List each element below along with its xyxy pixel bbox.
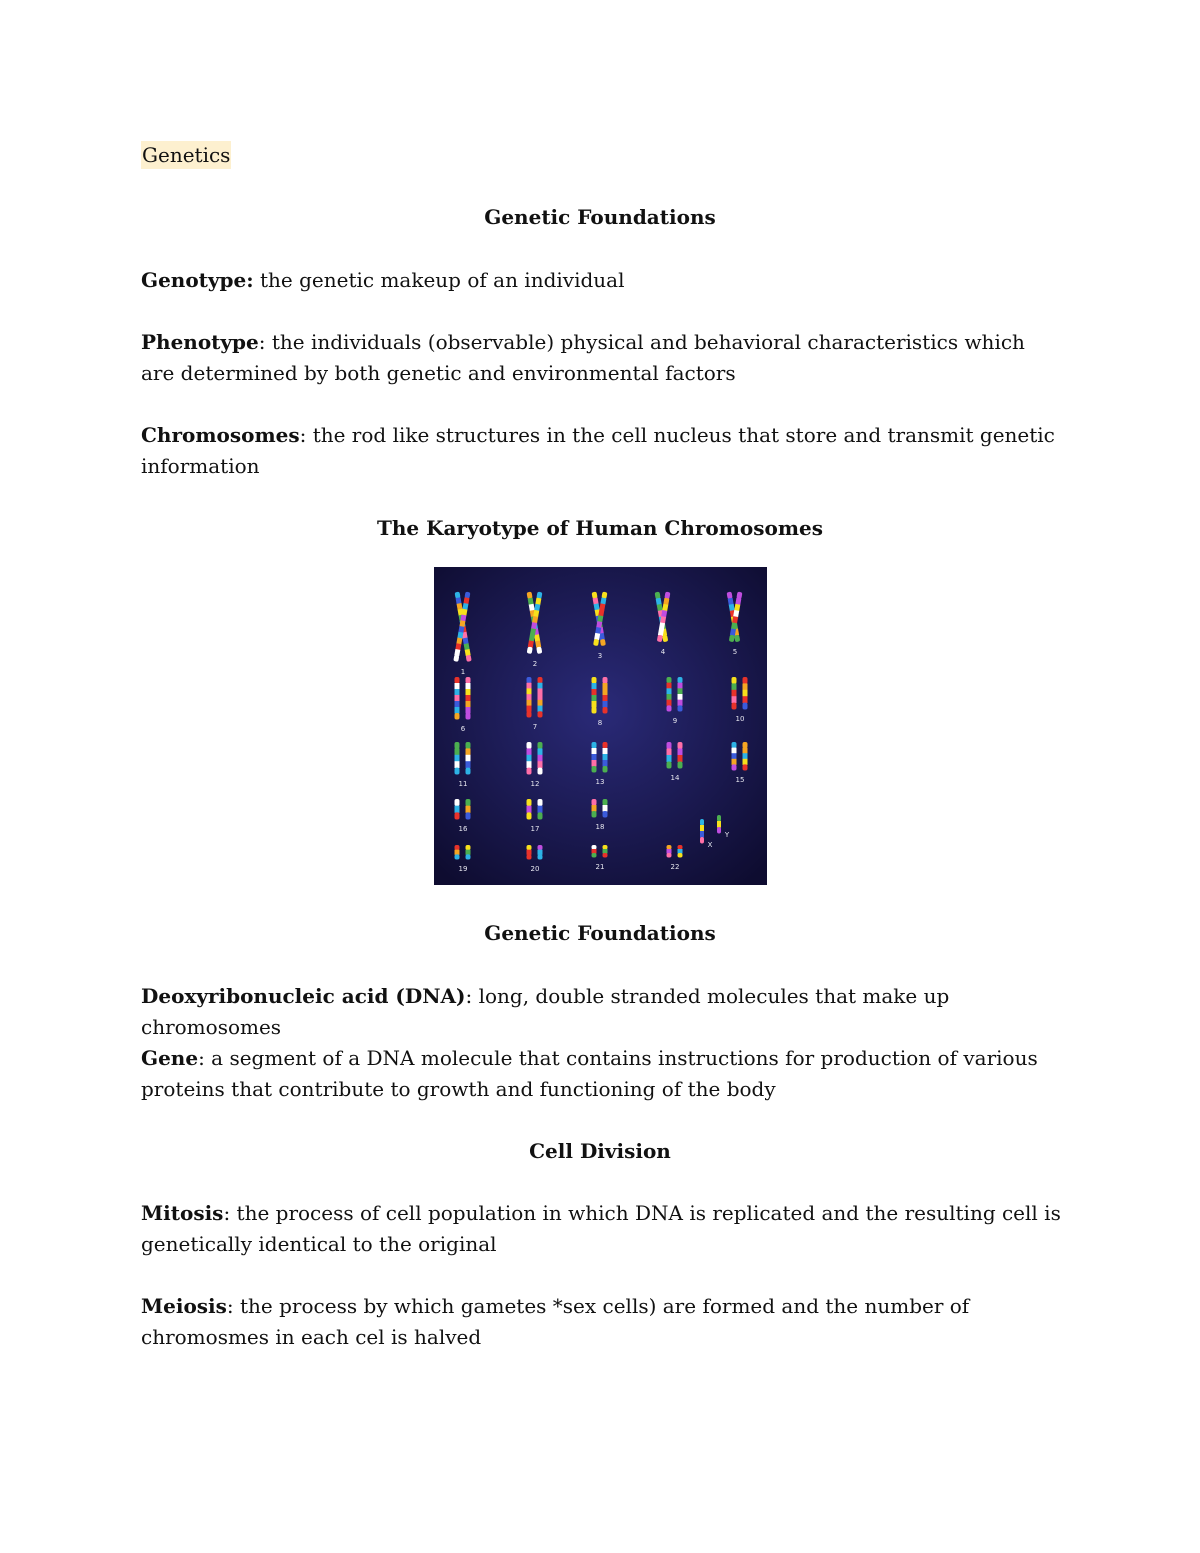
definition-mitosis <box>141 1198 1061 1260</box>
term-meiosis: Meiosis <box>141 1294 227 1318</box>
chromosome-label-22: 22 <box>670 863 680 871</box>
definition-text: : the process of cell population in which DNA is replicated and the resulting cell is genetically identical to the original <box>141 1201 1061 1256</box>
figure-caption: The Karyotype of Human Chromosomes <box>376 516 824 540</box>
chromosome-label-6: 6 <box>460 725 466 733</box>
definition-text: : the rod like structures in the cell nucleus that store and transmit genetic information <box>141 423 1055 478</box>
definition-genotype <box>141 265 1061 296</box>
chromosome-label-1: 1 <box>460 668 466 676</box>
definition-text: the genetic makeup of an individual <box>253 268 625 292</box>
chromosome-label-4: 4 <box>660 648 666 656</box>
section-heading-cell-division: Cell Division <box>529 1139 671 1163</box>
chromosome-pair-Y <box>717 815 721 834</box>
definition-gene <box>141 1043 1061 1105</box>
chromosome-label-9: 9 <box>672 717 678 725</box>
chromosome-label-14: 14 <box>670 774 680 782</box>
chromosome-label-Y: Y <box>724 831 730 839</box>
term-gene: Gene <box>141 1046 199 1070</box>
term-phenotype: Phenotype <box>141 330 259 354</box>
doc-title: Genetics <box>142 143 231 167</box>
section-heading-genetic-foundations: Genetic Foundations <box>484 205 716 229</box>
chromosome-label-10: 10 <box>735 715 745 723</box>
term-chromosomes: Chromosomes <box>141 423 300 447</box>
chromosome-label-11: 11 <box>458 780 468 788</box>
doc-title-line <box>141 140 1061 171</box>
chromosome-label-5: 5 <box>732 648 738 656</box>
chromosome-label-19: 19 <box>458 865 468 873</box>
definition-meiosis <box>141 1291 1061 1353</box>
definition-text: : a segment of a DNA molecule that contains instructions for production of various proteins that contribute to growth and functioning of the body <box>141 1046 1038 1101</box>
chromosome-label-3: 3 <box>597 652 603 660</box>
chromosome-label-21: 21 <box>595 863 605 871</box>
chromosome-label-7: 7 <box>532 723 538 731</box>
chromosome-label-8: 8 <box>597 719 603 727</box>
definition-phenotype <box>141 327 1061 389</box>
chromosome-pair-X <box>700 819 704 844</box>
chromosome-label-X: X <box>707 841 713 849</box>
karyotype-image <box>434 567 767 885</box>
chromosome-label-2: 2 <box>532 660 538 668</box>
chromosome-label-20: 20 <box>530 865 540 873</box>
term-mitosis: Mitosis <box>141 1201 224 1225</box>
definition-chromosomes <box>141 420 1061 482</box>
section-heading-genetic-foundations-2: Genetic Foundations <box>484 921 716 945</box>
definition-text: : long, double stranded molecules that make up chromosomes <box>141 984 950 1039</box>
chromosome-label-17: 17 <box>530 825 540 833</box>
chromosome-label-18: 18 <box>595 823 605 831</box>
chromosome-label-16: 16 <box>458 825 468 833</box>
definition-dna <box>141 981 1061 1043</box>
chromosome-label-13: 13 <box>595 778 605 786</box>
chromosome-label-12: 12 <box>530 780 540 788</box>
definition-text: : the individuals (observable) physical and behavioral characteristics which are determined by both genetic and environmental factors <box>141 330 1025 385</box>
term-dna: Deoxyribonucleic acid (DNA) <box>141 984 466 1008</box>
term-genotype: Genotype: <box>141 268 254 292</box>
chromosome-label-15: 15 <box>735 776 745 784</box>
definition-text: : the process by which gametes *sex cells) are formed and the number of chromosmes in each cel is halved <box>141 1294 970 1349</box>
